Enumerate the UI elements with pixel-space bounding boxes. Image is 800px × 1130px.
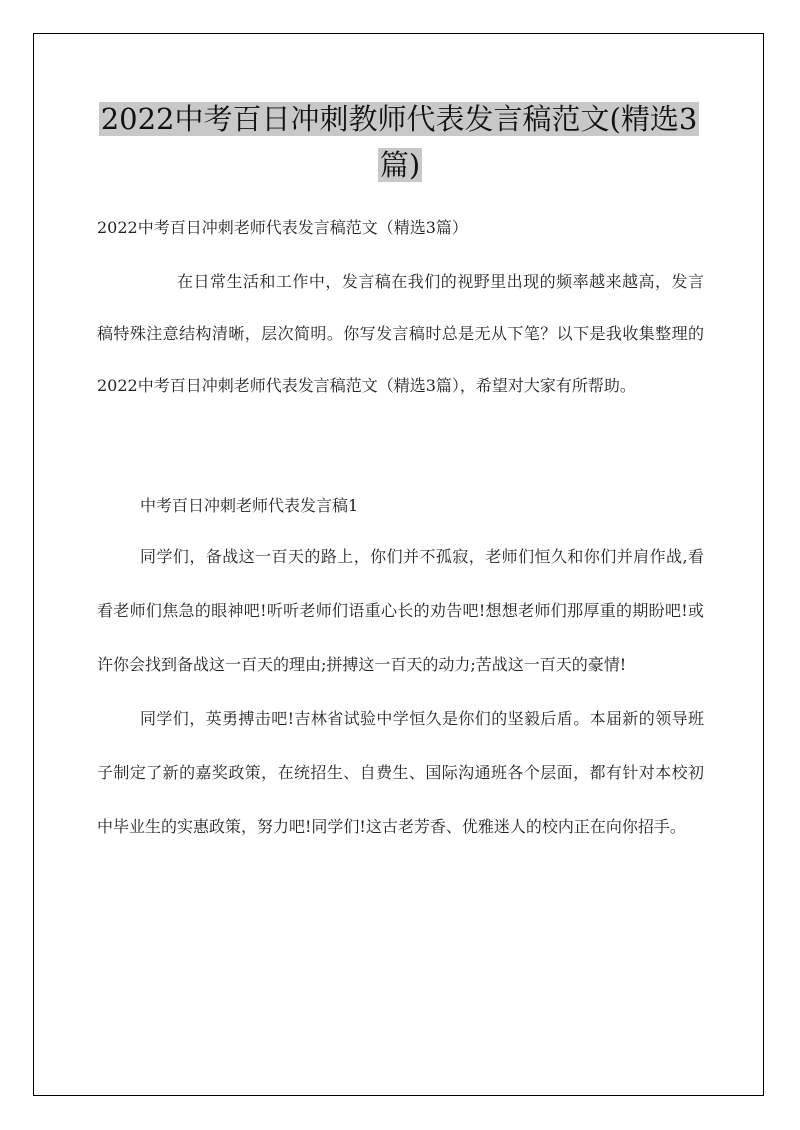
intro-paragraph: 在日常生活和工作中，发言稿在我们的视野里出现的频率越来越高，发言稿特殊注意结构清晰，层次简明。你写发言稿时总是无从下笔？以下是我收集整理的2022中考百日冲刺老师代表发言稿范文（精选3篇），希望对大家有所帮助。 (97, 272, 704, 395)
body-paragraph: 同学们，备战这一百天的路上，你们并不孤寂，老师们恒久和你们并肩作战,看看老师们焦急的眼神吧!听听老师们语重心长的劝告吧!想想老师们那厚重的期盼吧!或许你会找到备战这一百天的理由;拼搏这一百天的动力;苦战这一百天的豪情! (97, 547, 704, 674)
document-body (97, 206, 704, 854)
document-title-text: 2022中考百日冲刺教师代表发言稿范文(精选3篇) (100, 102, 698, 182)
body-paragraph: 同学们，英勇搏击吧!吉林省试验中学恒久是你们的坚毅后盾。本届新的领导班子制定了新的嘉奖政策，在统招生、自费生、国际沟通班各个层面，都有针对本校初中毕业生的实惠政策，努力吧!同学们!这古老芳香、优雅迷人的校内正在向你招手。 (97, 709, 704, 836)
section-heading: 中考百日冲刺老师代表发言稿1 (140, 496, 359, 515)
document-subtitle: 2022中考百日冲刺老师代表发言稿范文（精选3篇） (97, 218, 468, 237)
document-title (80, 96, 720, 188)
